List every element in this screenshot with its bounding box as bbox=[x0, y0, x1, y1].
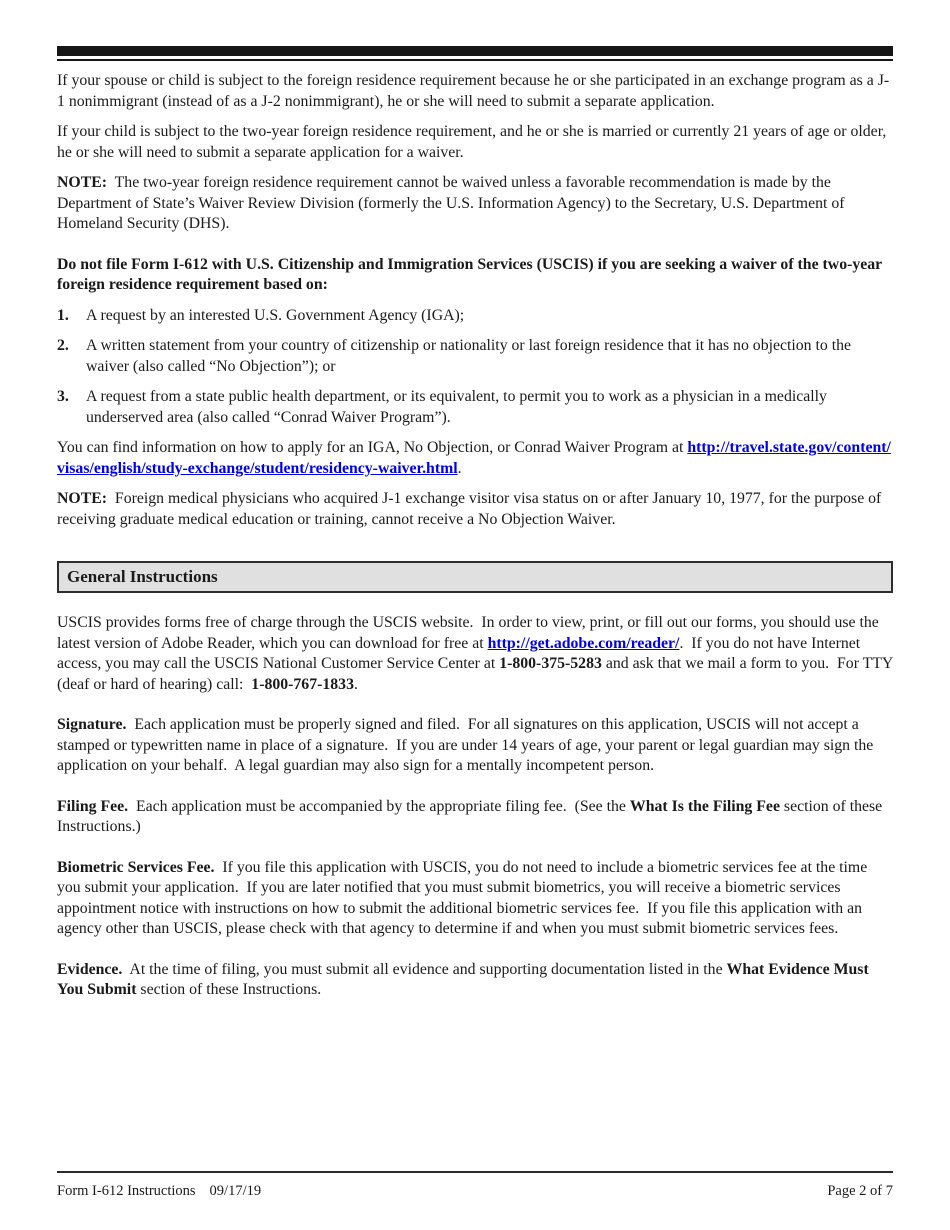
paragraph-note-waiver bbox=[57, 173, 893, 235]
paragraph-spouse-child bbox=[57, 71, 893, 112]
term-label: Evidence. bbox=[57, 960, 123, 978]
adobe-reader-link[interactable]: http://get.adobe.com/reader/ bbox=[487, 634, 680, 652]
paragraph-text: section of these Instructions. bbox=[136, 981, 322, 998]
paragraph-text: You can find information on how to apply for an IGA, No Objection, or Conrad Waiver Program at bbox=[57, 439, 688, 456]
note-label: NOTE: bbox=[57, 490, 108, 507]
list-item-iga bbox=[57, 306, 893, 327]
paragraph-do-not-file bbox=[57, 255, 893, 296]
paragraph-biometric-fee bbox=[57, 858, 893, 940]
paragraph-text: At the time of filing, you must submit all evidence and supporting documentation listed in the bbox=[122, 960, 727, 978]
paragraph-apply-info bbox=[57, 438, 893, 479]
list-item-text: A written statement from your country of citizenship or nationality or last foreign residence that it has no objection to the waiver (also called “No Objection”); or bbox=[86, 337, 856, 375]
paragraph-evidence bbox=[57, 960, 893, 1001]
reference-bold: What Evidence Must You Submit bbox=[57, 960, 873, 998]
reference-bold: What Is the Filing Fee bbox=[629, 797, 780, 815]
document-body bbox=[57, 46, 897, 1001]
paragraph-text: and ask that we mail a form to you. For TTY (deaf or hard of hearing) call: bbox=[57, 655, 897, 693]
note-label: NOTE: bbox=[57, 174, 108, 191]
page-footer bbox=[57, 1171, 893, 1200]
list-item-no-objection bbox=[57, 336, 893, 377]
list-number: 3. bbox=[57, 388, 69, 405]
footer-edition-date: 09/17/19 bbox=[209, 1183, 262, 1199]
phone-number: 1-800-767-1833 bbox=[251, 675, 354, 693]
paragraph-text: . If you do not have Internet access, you may call the USCIS National Customer Service Center at bbox=[57, 634, 865, 672]
footer-page-number: Page 2 of 7 bbox=[827, 1183, 893, 1199]
list-number: 1. bbox=[57, 306, 69, 324]
paragraph-text: . bbox=[353, 675, 358, 693]
paragraph-text: If your spouse or child is subject to the foreign residence requirement because he or she participated in an exchange program as a J-1 nonimmigrant (instead of as a J-2 nonimmigrant), he or she will need to submit a separate application. bbox=[57, 72, 890, 110]
paragraph-text: Each application must be properly signed and filed. For all signatures on this application, USCIS will not accept a stamped or typewritten name in place of a signature. If you are under 14 years of age, your parent or legal guardian may sign the application on your behalf. A legal guardian may also sign for a mentally incompetent person. bbox=[57, 716, 878, 774]
term-label: Biometric Services Fee. bbox=[57, 858, 215, 876]
travel-state-link[interactable]: http://travel.state.gov/content/visas/english/study-exchange/student/residency-waiver.html bbox=[57, 439, 891, 477]
paragraph-text: . bbox=[457, 459, 462, 477]
paragraph-text: Do not file Form I-612 with U.S. Citizenship and Immigration Services (USCIS) if you are seeking a waiver of the two-year foreign residence requirement based on: bbox=[57, 255, 886, 293]
paragraph-child-married bbox=[57, 122, 893, 163]
term-label: Filing Fee. bbox=[57, 797, 129, 815]
paragraph-text: If you file this application with USCIS, you do not need to include a biometric services fee at the time you submit your application. If you are later notified that you must submit biometrics, you will receive a biometric services appointment notice with instructions on how to submit the additional biometric services fee. If you file this application with an agency other than USCIS, please check with that agency to determine if and when you must submit biometric services fees. bbox=[57, 858, 872, 937]
footer-form-id bbox=[57, 1182, 261, 1200]
list-item-text: A request by an interested U.S. Government Agency (IGA); bbox=[86, 306, 465, 324]
top-divider-line bbox=[57, 59, 893, 61]
note-text: Foreign medical physicians who acquired J-1 exchange visitor visa status on or after January 10, 1977, for the purpose of receiving graduate medical education or training, cannot receive a No Objection Waiver. bbox=[57, 490, 886, 528]
paragraph-uscis-forms bbox=[57, 613, 897, 695]
paragraph-signature bbox=[57, 715, 893, 777]
footer-divider-line bbox=[57, 1171, 893, 1173]
list-number: 2. bbox=[57, 337, 69, 354]
phone-number: 1-800-375-5283 bbox=[499, 655, 602, 672]
term-label: Signature. bbox=[57, 716, 127, 733]
paragraph-text: If your child is subject to the two-year foreign residence requirement, and he or she is married or currently 21 years of age or older, he or she will need to submit a separate application for a waiver. bbox=[57, 123, 891, 161]
paragraph-note-physicians bbox=[57, 489, 893, 530]
paragraph-filing-fee bbox=[57, 797, 893, 838]
section-heading: General Instructions bbox=[67, 567, 218, 586]
section-header-general-instructions bbox=[57, 561, 893, 593]
footer-form-title: Form I-612 Instructions bbox=[57, 1183, 196, 1199]
paragraph-text: Each application must be accompanied by the appropriate filing fee. (See the bbox=[128, 797, 630, 815]
note-text: The two-year foreign residence requirement cannot be waived unless a favorable recommendation is made by the Department of State’s Waiver Review Division (formerly the U.S. Information Agency) to the Secretary, U.S. Department of Homeland Security (DHS). bbox=[57, 174, 849, 232]
list-item-text: A request from a state public health department, or its equivalent, to permit you to work as a physician in a medically underserved area (also called “Conrad Waiver Program”). bbox=[86, 388, 831, 426]
list-item-conrad bbox=[57, 387, 893, 428]
paragraph-text: USCIS provides forms free of charge through the USCIS website. In order to view, print, or fill out our forms, you should use the latest version of Adobe Reader, which you can download for free at bbox=[57, 614, 883, 652]
top-divider-bar bbox=[57, 46, 893, 56]
paragraph-text: section of these Instructions.) bbox=[57, 797, 887, 835]
